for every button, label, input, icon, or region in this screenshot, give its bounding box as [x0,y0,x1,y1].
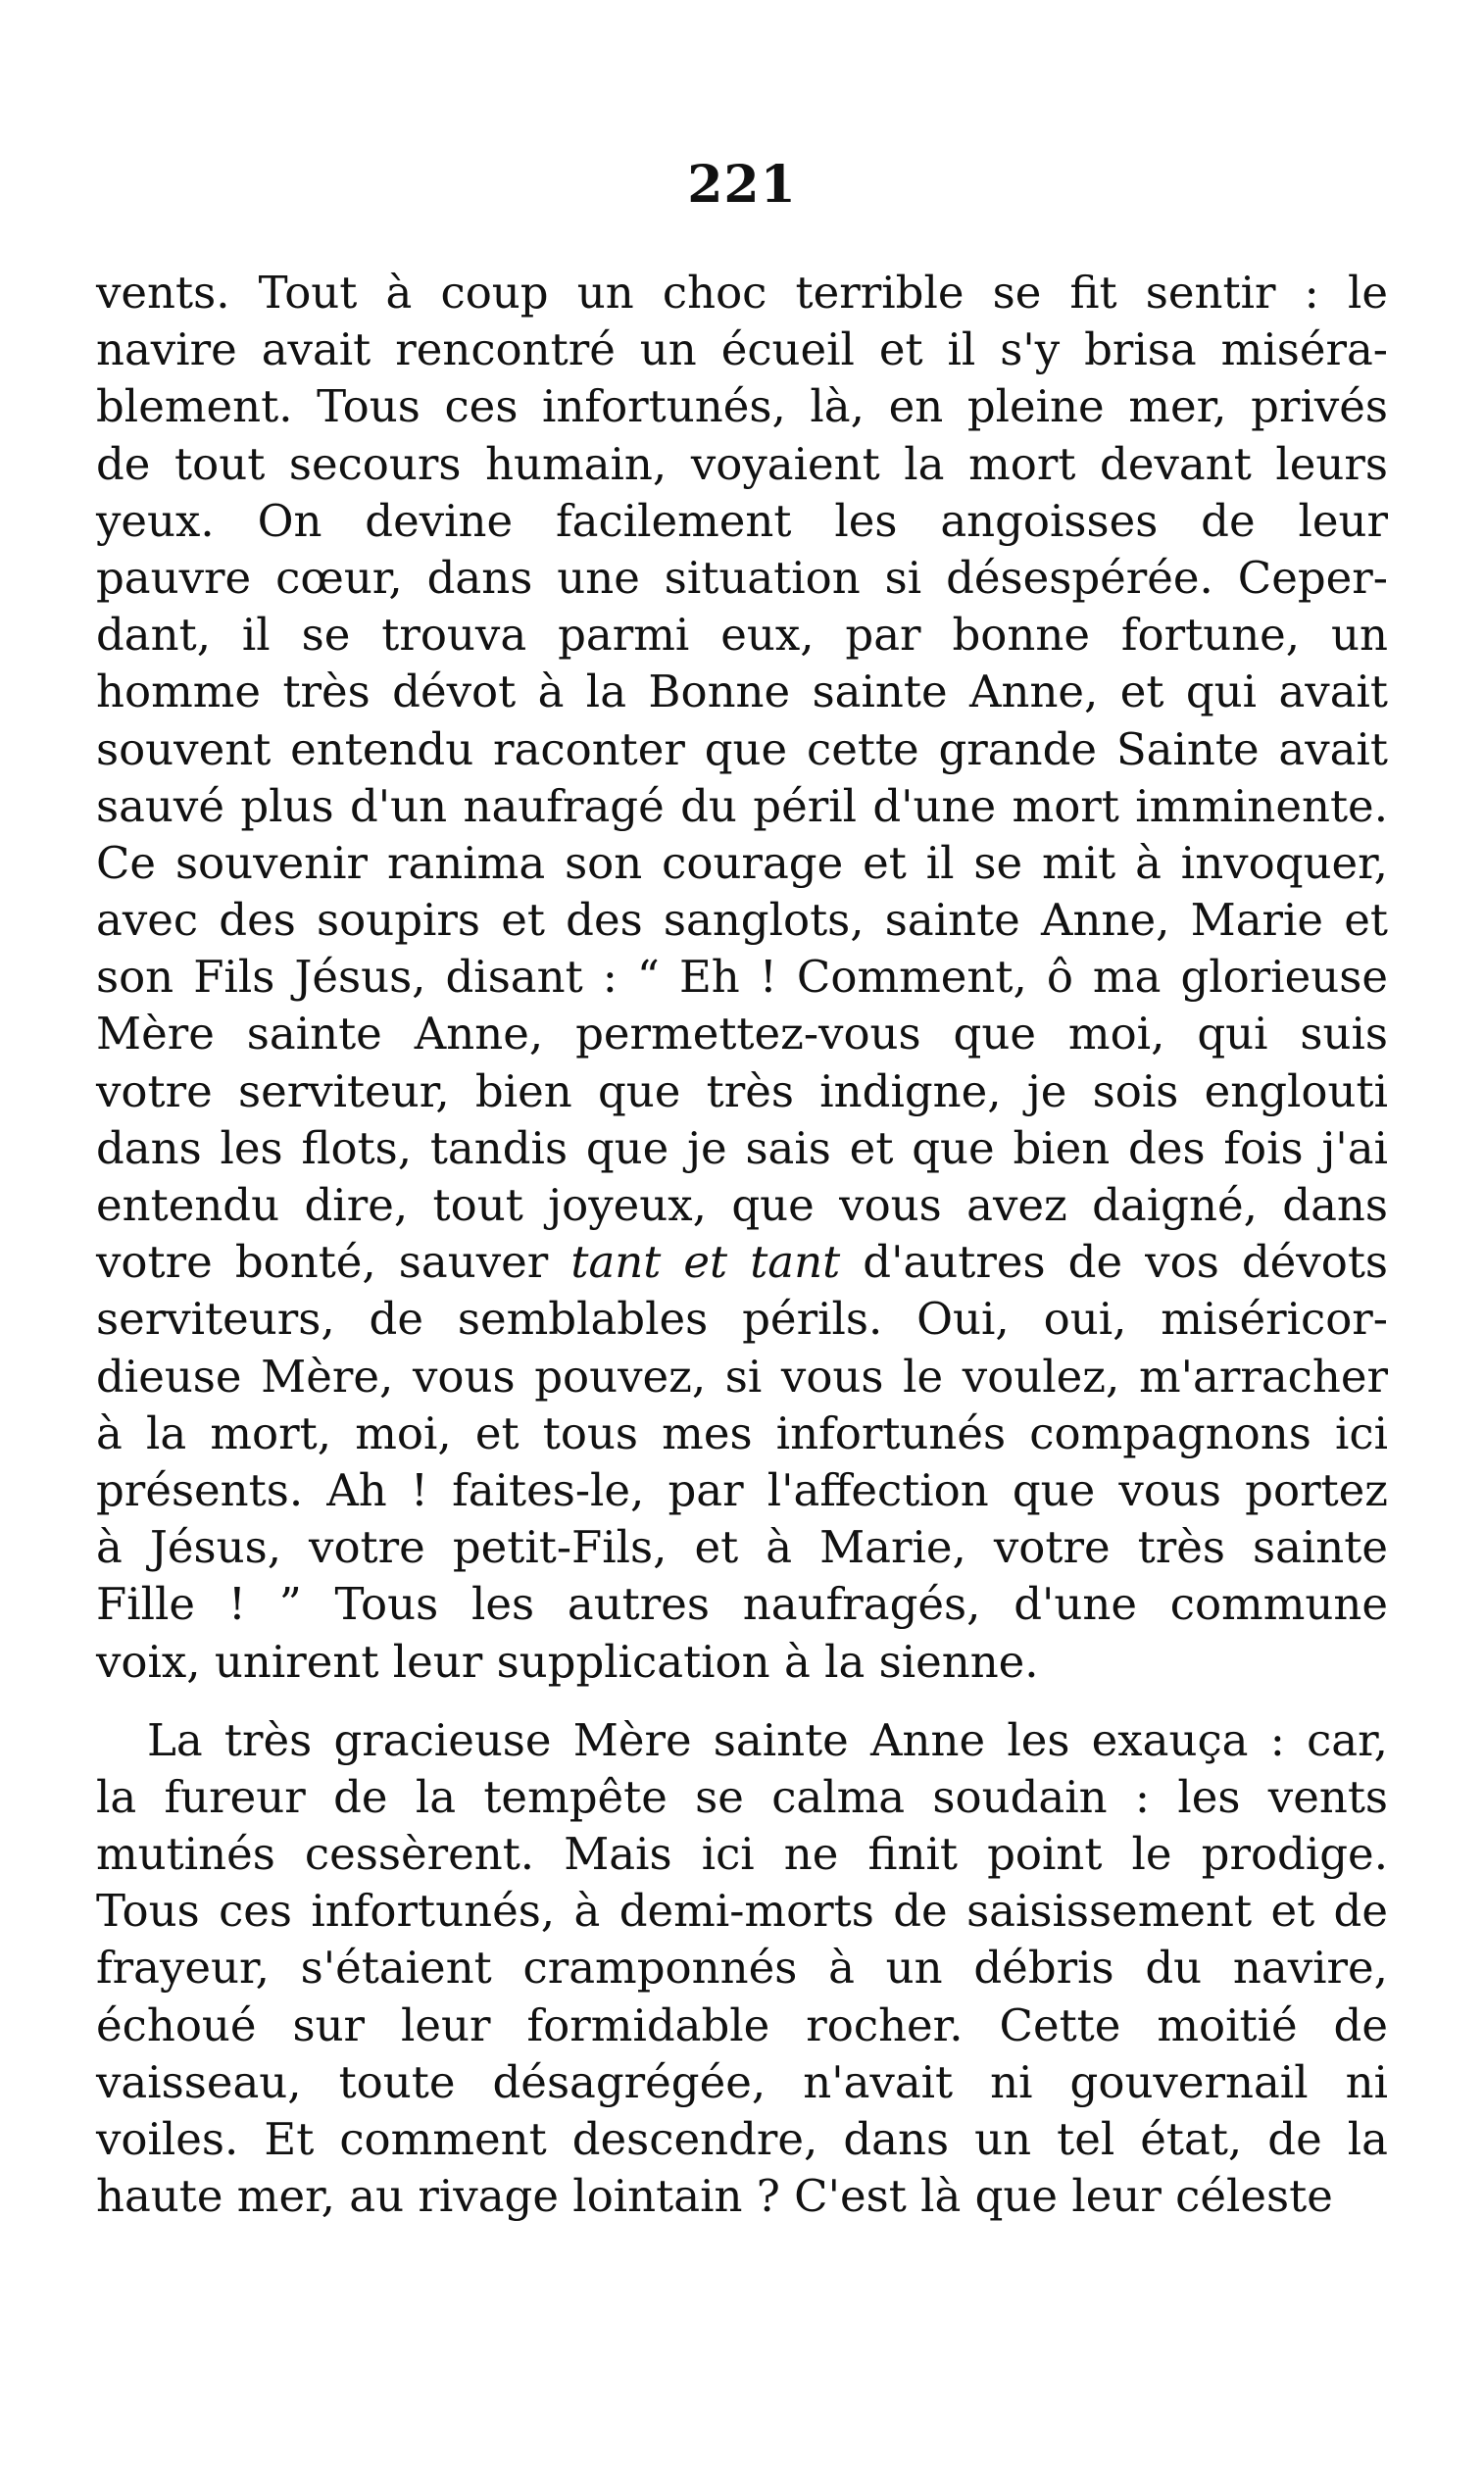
text-line: pauvre cœur, dans une situation si désespérée. Ceper- [96,551,1388,604]
text-line: vents. Tout à coup un choc terrible se fit sentir : le [96,267,1388,319]
text-line: Fille ! ” Tous les autres naufragés, d'une commune [96,1578,1388,1631]
text-line: dant, il se trouva parmi eux, par bonne fortune, un [96,609,1388,662]
text-line: La très gracieuse Mère sainte Anne les exauça : car, [147,1713,1388,1766]
paragraph-1 [96,265,1388,1691]
page-number: 221 [687,155,797,215]
text-line: votre serviteur, bien que très indigne, je sois englouti [96,1064,1388,1117]
text-line: Tous ces infortunés, à demi-morts de saisissement et de [96,1885,1388,1938]
text-line: Mère sainte Anne, permettez-vous que moi, qui suis [96,1008,1388,1060]
paragraph-gap [96,1691,1388,1712]
text-line: votre bonté, sauver tant et tant d'autres de vos dévots [96,1236,1389,1289]
text-line: dieuse Mère, vous pouvez, si vous le voulez, m'arracher [96,1350,1388,1403]
text-line: avec des soupirs et des sanglots, sainte Anne, Marie et [96,894,1388,947]
text-line: frayeur, s'étaient cramponnés à un débris du navire, [96,1942,1388,1995]
text-line: entendu dire, tout joyeux, que vous avez daigné, dans [96,1179,1388,1231]
text-line: la fureur de la tempête se calma soudain : les vents [96,1770,1388,1823]
text-line: yeux. On devine facilement les angoisses de leur [96,494,1388,547]
text-line: Ce souvenir ranima son courage et il se mit à invoquer, [96,836,1388,889]
text-line: souvent entendu raconter que cette grande Sainte avait [96,722,1388,775]
text-line: dans les flots, tandis que je sais et que bien des fois j'ai [96,1121,1388,1174]
text-line: serviteurs, de semblables périls. Oui, oui, miséricor- [96,1293,1388,1346]
text-line: de tout secours humain, voyaient la mort devant leurs [96,437,1388,490]
text-line: sauvé plus d'un naufragé du péril d'une mort imminente. [96,779,1388,832]
text-line: vaisseau, toute désagrégée, n'avait ni gouvernail ni [96,2055,1388,2108]
text-line: voiles. Et comment descendre, dans un tel état, de la [96,2113,1388,2165]
text-line: haute mer, au rivage lointain ? C'est là que leur céleste [96,2170,1333,2223]
paragraph-2 [96,1712,1388,2226]
text-line: son Fils Jésus, disant : “ Eh ! Comment, ô ma glorieuse [96,951,1388,1004]
body-text [96,265,1388,2225]
text-line: navire avait rencontré un écueil et il s'y brisa misérа- [96,323,1388,376]
text-line: échoué sur leur formidable rocher. Cette moitié de [96,1998,1388,2051]
text-line: à Jésus, votre petit-Fils, et à Marie, votre très sainte [96,1521,1388,1574]
text-line: blement. Tous ces infortunés, là, en pleine mer, privés [96,380,1388,433]
text-line: présents. Ah ! faites-le, par l'affection que vous portez [96,1463,1388,1516]
text-line: voix, unirent leur supplication à la sienne. [96,1635,1039,1688]
text-line: à la mort, moi, et tous mes infortunés compagnons ici [96,1406,1388,1459]
text-line: homme très dévot à la Bonne sainte Anne, et qui avait [96,666,1388,718]
text-line: mutinés cessèrent. Mais ici ne finit point le prodige. [96,1828,1388,1881]
italic-emphasis: tant et tant [570,1236,841,1289]
